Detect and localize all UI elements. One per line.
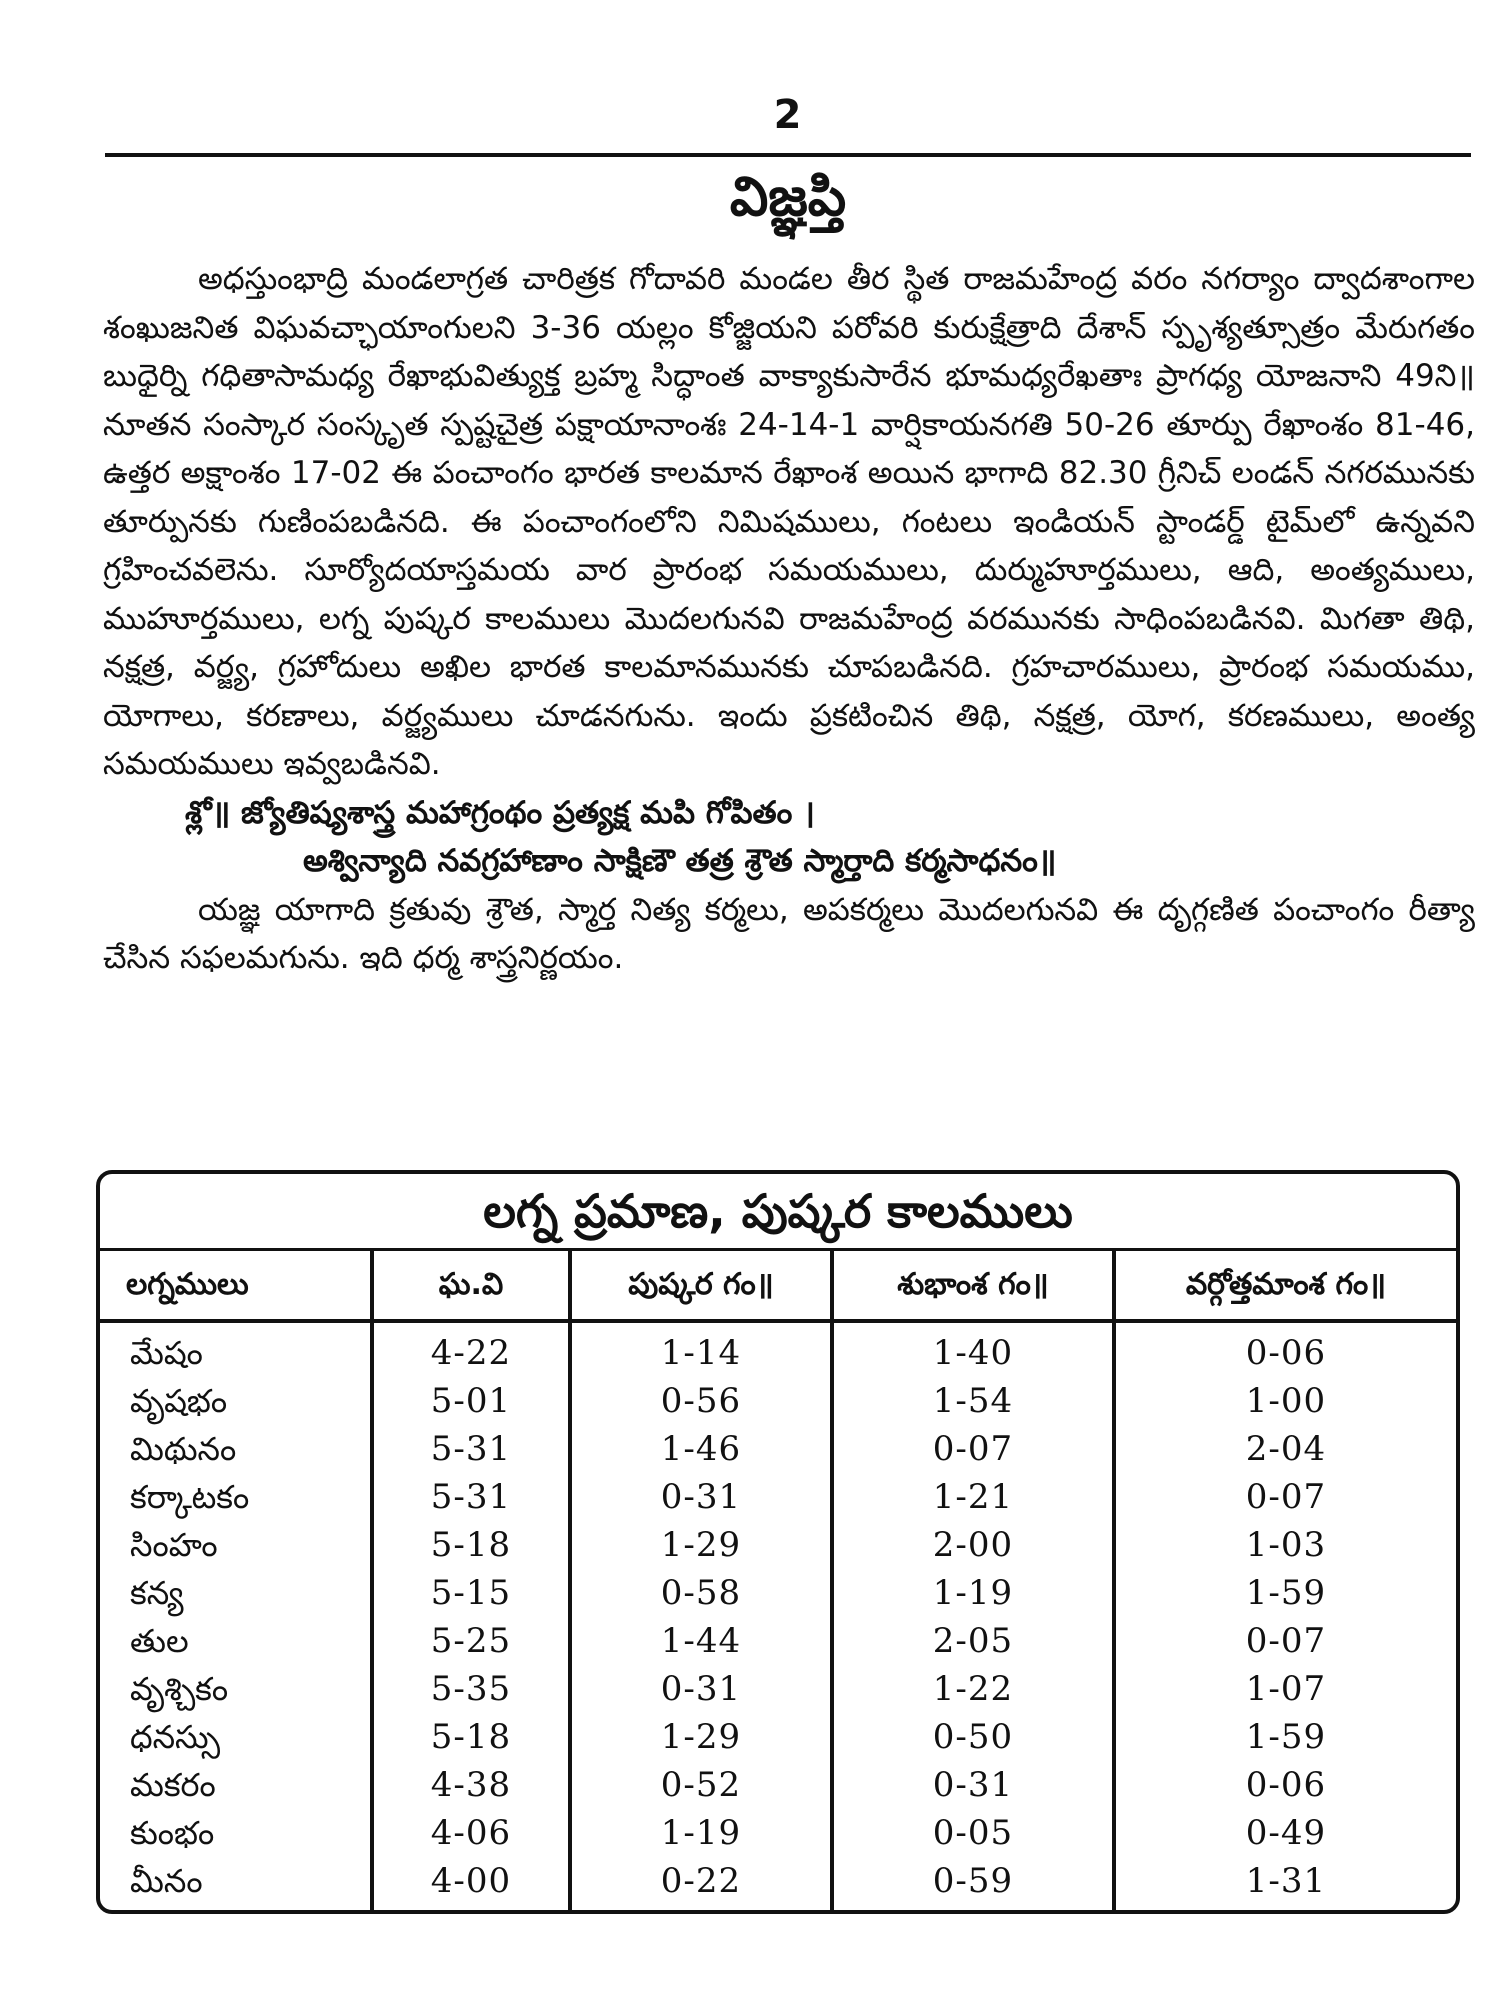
- pushkara-value: 0-31: [660, 1477, 742, 1517]
- sloka-line-1: శ్లో॥ జ్యోతిష్యశాస్త్ర మహాగ్రంథం ప్రత్యక్ష మపి గోపితం ।: [185, 794, 815, 831]
- shubhamsha-value: 0-05: [932, 1813, 1014, 1853]
- ghati-value: 5-31: [430, 1477, 512, 1517]
- lagna-name: కర్కాటకం: [130, 1478, 250, 1516]
- column-ghati: [374, 1323, 572, 1914]
- vargottamamsha-value: 1-00: [1245, 1381, 1327, 1421]
- sloka-line-2: అశ్విన్యాది నవగ్రహాణాం సాక్షిణౌ తత్ర శ్రౌత స్మార్తాది కర్మసాధనం॥: [303, 843, 1057, 879]
- shubhamsha-value: 0-50: [932, 1717, 1014, 1757]
- pushkara-value: 0-22: [660, 1861, 742, 1901]
- lagna-name: ధనస్సు: [130, 1718, 221, 1756]
- column-lagna: [100, 1323, 374, 1914]
- pushkara-value: 0-58: [660, 1573, 742, 1613]
- pushkara-value: 0-56: [660, 1381, 742, 1421]
- shubhamsha-value: 0-31: [932, 1765, 1014, 1805]
- ghati-value: 4-22: [430, 1333, 512, 1373]
- lagna-name: సింహం: [130, 1526, 218, 1564]
- lagna-table: [96, 1170, 1460, 1914]
- pushkara-value: 1-29: [660, 1525, 742, 1565]
- shubhamsha-value: 1-54: [932, 1381, 1014, 1421]
- lagna-name: మీనం: [130, 1862, 203, 1900]
- vargottamamsha-value: 0-07: [1245, 1621, 1327, 1661]
- ghati-value: 5-18: [430, 1525, 512, 1565]
- lagna-name: వృశ్చికం: [130, 1670, 229, 1708]
- lagna-name: తుల: [130, 1622, 189, 1660]
- lagna-name: మకరం: [130, 1766, 216, 1804]
- vargottamamsha-value: 0-07: [1245, 1477, 1327, 1517]
- vargottamamsha-value: 0-06: [1245, 1765, 1327, 1805]
- header-shubhamsha: శుభాంశ గం॥: [834, 1251, 1116, 1319]
- pushkara-value: 1-14: [660, 1333, 742, 1373]
- ghati-value: 5-15: [430, 1573, 512, 1613]
- vargottamamsha-value: 1-07: [1245, 1669, 1327, 1709]
- shubhamsha-value: 1-21: [932, 1477, 1014, 1517]
- ghati-value: 4-06: [430, 1813, 512, 1853]
- vargottamamsha-value: 0-06: [1245, 1333, 1327, 1373]
- vargottamamsha-value: 1-59: [1245, 1717, 1327, 1757]
- paragraph-closing: యజ్ఞ యాగాది క్రతువు శ్రౌత, స్మార్త నిత్య కర్మలు, అపకర్మలు మొదలగునవి ఈ దృగ్గణిత పంచాంగం రీత్యా చేసిన సఫలమగును. ఇది ధర్మ శాస్త్రనిర్ణయం.: [103, 891, 1475, 976]
- pushkara-value: 1-44: [660, 1621, 742, 1661]
- column-pushkara: [572, 1323, 834, 1914]
- page-title: విజ్ఞప్తి: [729, 165, 847, 228]
- shubhamsha-value: 0-59: [932, 1861, 1014, 1901]
- body-text: [103, 255, 1475, 983]
- header-pushkara: పుష్కర గం॥: [572, 1251, 834, 1319]
- shubhamsha-value: 2-00: [932, 1525, 1014, 1565]
- ghati-value: 5-18: [430, 1717, 512, 1757]
- header-vargottamamsha: వర్గోత్తమాంశ గం॥: [1185, 1267, 1387, 1302]
- vargottamamsha-value: 2-04: [1245, 1429, 1327, 1469]
- column-shubhamsha: [834, 1323, 1116, 1914]
- header-ghati-vighati: ఘ.వి: [374, 1251, 572, 1319]
- lagna-name: మిథునం: [130, 1430, 237, 1468]
- ghati-value: 5-01: [430, 1381, 512, 1421]
- shubhamsha-value: 1-40: [932, 1333, 1014, 1373]
- table-header-row: [100, 1251, 1456, 1323]
- page-number: 2: [773, 92, 802, 138]
- vargottamamsha-value: 1-03: [1245, 1525, 1327, 1565]
- pushkara-value: 0-31: [660, 1669, 742, 1709]
- lagna-name: మేషం: [130, 1334, 203, 1372]
- lagna-name: కుంభం: [130, 1814, 215, 1852]
- ghati-value: 4-38: [430, 1765, 512, 1805]
- lagna-name: కన్య: [130, 1574, 184, 1612]
- shubhamsha-value: 2-05: [932, 1621, 1014, 1661]
- vargottamamsha-value: 1-59: [1245, 1573, 1327, 1613]
- ghati-value: 4-00: [430, 1861, 512, 1901]
- shubhamsha-value: 0-07: [932, 1429, 1014, 1469]
- table-body: [100, 1323, 1456, 1914]
- shubhamsha-value: 1-22: [932, 1669, 1014, 1709]
- vargottamamsha-value: 1-31: [1245, 1861, 1327, 1901]
- shubhamsha-value: 1-19: [932, 1573, 1014, 1613]
- paragraph-intro: అధస్తుంభాద్రి మండలాగ్రత చారిత్రక గోదావరి మండల తీర స్థిత రాజమహేంద్ర వరం నగర్యాం ద్వాదశాంగాల శంఖుజనిత విఘవచ్ఛాయాంగులని 3-36 యల్లం కోజ్జియని పరోవరి కురుక్షేత్రాది దేశాన్ స్పృశ్యత్సూత్రం మేరుగతం బుధైర్ని గధితాసామధ్య రేఖాభువిత్యుక్త బ్రహ్మ సిద్ధాంత వాక్యాకుసారేన భూమధ్యరేఖతాః ప్రాగధ్య యోజనాని 49ని॥ నూతన సంస్కార సంస్కృత స్పష్టచైత్ర పక్షాయానాంశః 24-14-1 వార్షికాయనగతి 50-26 తూర్పు రేఖాంశం 81-46, ఉత్తర అక్షాంశం 17-02 ఈ పంచాంగం భారత కాలమాన రేఖాంశ అయిన భాగాది 82.30 గ్రీనిచ్ లండన్ నగరమునకు తూర్పునకు గుణింపబడినది. ఈ పంచాంగంలోని నిమిషములు, గంటలు ఇండియన్ స్టాండర్డ్ టైమ్‌లో ఉన్నవని గ్రహించవలెను. సూర్యోదయాస్తమయ వార ప్రారంభ సమయములు, దుర్ముహూర్తములు, ఆది, అంత్యములు, ముహూర్తములు, లగ్న పుష్కర కాలములు మొదలగునవి రాజమహేంద్ర వరమునకు సాధింపబడినవి. మిగతా తిథి, నక్షత్ర, వర్జ్య, గ్రహోదులు అఖిల భారత కాలమానమునకు చూపబడినది. గ్రహచారములు, ప్రారంభ సమయము, యోగాలు, కరణాలు, వర్జ్యములు చూడనగును. ఇందు ప్రకటించిన తిథి, నక్షత్ర, యోగ, కరణములు, అంత్య సమయములు ఇవ్వబడినవి.: [103, 261, 1475, 782]
- pushkara-value: 1-46: [660, 1429, 742, 1469]
- ghati-value: 5-35: [430, 1669, 512, 1709]
- ghati-value: 5-31: [430, 1429, 512, 1469]
- header-lagnamulu: లగ్నములు: [100, 1251, 374, 1319]
- table-title: లగ్న ప్రమాణ, పుష్కర కాలములు: [100, 1174, 1456, 1251]
- header-rule: [105, 153, 1471, 157]
- column-vargottamamsha: [1116, 1323, 1456, 1914]
- pushkara-value: 1-29: [660, 1717, 742, 1757]
- lagna-name: వృషభం: [130, 1382, 228, 1420]
- vargottamamsha-value: 0-49: [1245, 1813, 1327, 1853]
- ghati-value: 5-25: [430, 1621, 512, 1661]
- pushkara-value: 1-19: [660, 1813, 742, 1853]
- pushkara-value: 0-52: [660, 1765, 742, 1805]
